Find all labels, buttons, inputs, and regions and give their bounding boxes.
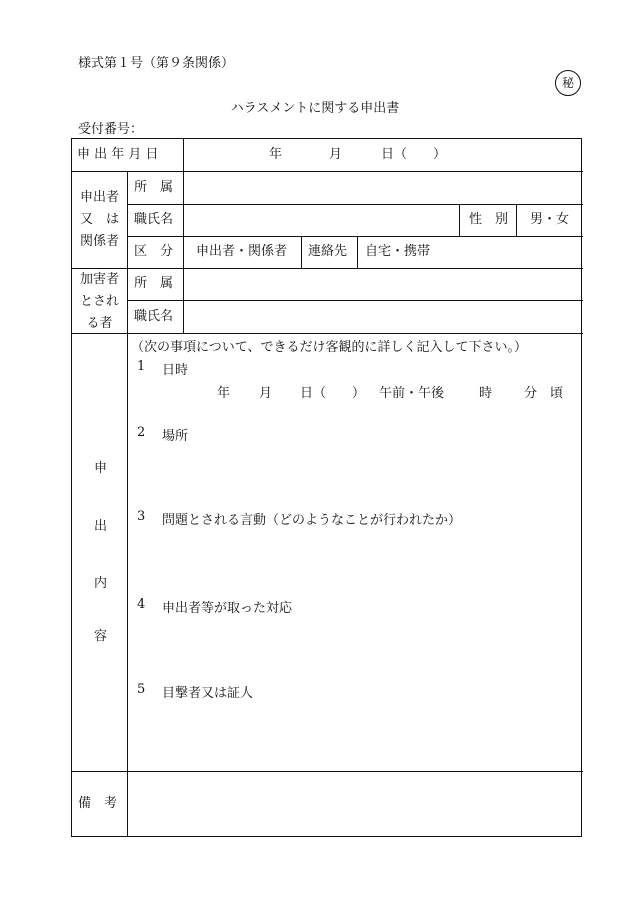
row-divider — [127, 236, 583, 237]
datetime-month: 月 — [259, 386, 273, 401]
offender-affiliation-label: 所 属 — [134, 276, 174, 291]
datetime-year: 年 — [217, 386, 231, 401]
item-conduct-label: 問題とされる言動（どのようなことが行われたか） — [162, 513, 462, 528]
column-divider — [459, 204, 460, 236]
receipt-number-label: 受付番号： — [78, 122, 144, 137]
column-divider — [183, 171, 184, 333]
item-number: 5 — [137, 682, 146, 697]
row-divider — [72, 771, 583, 772]
offender-title-name-label: 職氏名 — [134, 309, 174, 324]
date-month: 月 — [329, 147, 343, 162]
contact-value: 自宅・携帯 — [365, 244, 431, 259]
item-witness-label: 目撃者又は証人 — [162, 686, 254, 701]
instruction-text: （次の事項について、できるだけ客観的に詳しく記入して下さい。） — [131, 340, 527, 355]
title-name-label: 職氏名 — [134, 212, 174, 227]
item-response-label: 申出者等が取った対応 — [162, 601, 293, 616]
gender-label: 性 別 — [469, 212, 509, 227]
content-label-char: 容 — [94, 629, 108, 644]
offender-group-label: 加害者 とされ る者 — [79, 272, 119, 331]
column-divider — [127, 171, 128, 771]
application-form-table — [71, 138, 582, 837]
category-value: 申出者・関係者 — [196, 244, 288, 259]
content-label-char: 出 — [94, 519, 108, 534]
content-label-char: 申 — [94, 461, 108, 476]
column-divider — [301, 236, 302, 268]
content-label-char: 内 — [94, 576, 108, 591]
applicant-group-label: 申出者 又 は 関係者 — [79, 190, 119, 249]
date-year: 年 — [269, 147, 283, 162]
item-number: 2 — [137, 425, 146, 440]
date-day: 日（ ） — [381, 147, 447, 162]
application-date-label: 申 出 年 月 日 — [77, 147, 159, 162]
datetime-hour: 時 — [479, 386, 493, 401]
column-divider — [183, 139, 184, 171]
category-label: 区 分 — [134, 244, 174, 259]
row-divider — [72, 171, 583, 172]
document-title: ハラスメントに関する申出書 — [230, 101, 400, 116]
row-divider — [72, 268, 583, 269]
remarks-label: 備 考 — [78, 796, 118, 811]
item-number: 3 — [137, 509, 146, 524]
affiliation-label: 所 属 — [134, 180, 174, 195]
item-number: 1 — [137, 359, 146, 374]
item-place-label: 場所 — [162, 429, 189, 444]
gender-value: 男・女 — [530, 212, 570, 227]
datetime-ampm: 午前・午後 — [379, 386, 445, 401]
column-divider — [127, 771, 128, 836]
column-divider — [357, 236, 358, 268]
column-divider — [516, 204, 517, 236]
contact-label: 連絡先 — [308, 244, 348, 259]
form-number-label: 様式第１号（第９条関係） — [78, 56, 235, 71]
row-divider — [72, 333, 583, 334]
datetime-day: 日（ ） — [300, 386, 366, 401]
item-datetime-label: 日時 — [162, 363, 189, 378]
confidential-seal: 秘 — [555, 70, 581, 96]
item-number: 4 — [137, 597, 146, 612]
row-divider — [127, 204, 583, 205]
row-divider — [127, 300, 583, 301]
datetime-minute: 分 頃 — [524, 386, 564, 401]
